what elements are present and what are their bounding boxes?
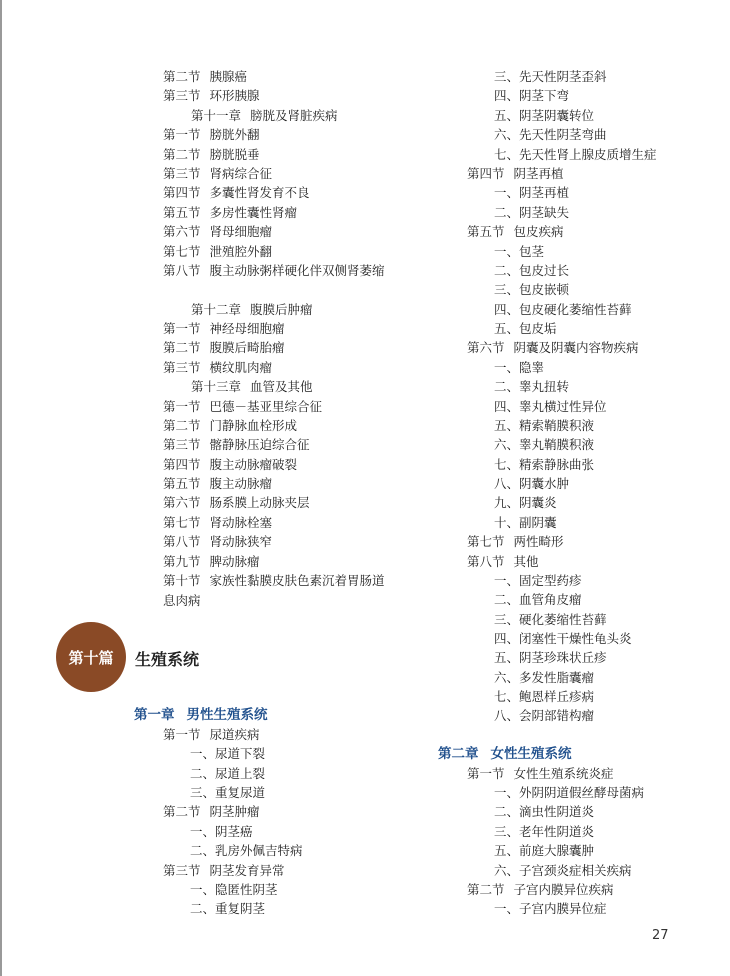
toc-subentry: 九、阴囊炎 xyxy=(494,495,557,510)
toc-subentry: 三、重复尿道 xyxy=(190,785,266,800)
toc-subentry: 二、阴茎缺失 xyxy=(494,205,570,220)
toc-subentry: 六、子宫颈炎症相关疾病 xyxy=(494,863,632,878)
toc-entry: 第七节 肾动脉栓塞 xyxy=(163,515,273,530)
toc-chapter: 第十三章 血管及其他 xyxy=(191,379,313,394)
toc-subentry: 五、阴茎珍珠状丘疹 xyxy=(494,650,607,665)
toc-entry: 第三节 髂静脉压迫综合征 xyxy=(163,437,310,452)
toc-subentry: 六、多发性脂囊瘤 xyxy=(494,670,595,685)
toc-entry: 第四节 腹主动脉瘤破裂 xyxy=(163,457,298,472)
chapter-heading: 第二章 女性生殖系统 xyxy=(438,746,572,762)
part-badge: 第十篇 xyxy=(56,622,126,692)
toc-entry: 第八节 其他 xyxy=(467,554,539,569)
toc-subentry: 三、包皮嵌顿 xyxy=(494,282,570,297)
part-title: 生殖系统 xyxy=(135,650,200,669)
toc-subentry: 一、隐匿性阴茎 xyxy=(190,882,278,897)
toc-subentry: 二、睾丸扭转 xyxy=(494,379,570,394)
toc-entry: 第五节 多房性囊性肾瘤 xyxy=(163,205,298,220)
toc-entry: 第五节 腹主动脉瘤 xyxy=(163,476,273,491)
toc-subentry: 七、精索静脉曲张 xyxy=(494,457,595,472)
toc-subentry: 二、包皮过长 xyxy=(494,263,570,278)
toc-entry: 第八节 肾动脉狭窄 xyxy=(163,534,273,549)
toc-entry: 第二节 门静脉血栓形成 xyxy=(163,418,298,433)
toc-subentry: 五、阴茎阴囊转位 xyxy=(494,108,595,123)
toc-entry: 第一节 膀胱外翻 xyxy=(163,127,260,142)
toc-entry: 第三节 阴茎发育异常 xyxy=(163,863,285,878)
toc-entry: 第六节 肠系膜上动脉夹层 xyxy=(163,495,310,510)
toc-entry: 第一节 巴德－基亚里综合征 xyxy=(163,399,323,414)
toc-subentry: 一、尿道下裂 xyxy=(190,746,266,761)
chapter-heading: 第一章 男性生殖系统 xyxy=(134,707,268,723)
toc-entry: 第六节 阴囊及阴囊内容物疾病 xyxy=(467,340,639,355)
toc-subentry: 六、睾丸鞘膜积液 xyxy=(494,437,595,452)
toc-subentry: 十、副阴囊 xyxy=(494,515,557,530)
toc-subentry: 一、外阴阴道假丝酵母菌病 xyxy=(494,785,645,800)
toc-subentry: 八、会阴部错构瘤 xyxy=(494,708,595,723)
toc-subentry: 一、隐睾 xyxy=(494,360,545,375)
toc-entry: 第三节 环形胰腺 xyxy=(163,88,260,103)
page-edge-line xyxy=(0,0,2,976)
toc-entry: 第七节 泄殖腔外翻 xyxy=(163,244,273,259)
toc-entry: 第四节 阴茎再植 xyxy=(467,166,564,181)
toc-entry: 第九节 脾动脉瘤 xyxy=(163,554,260,569)
toc-entry: 第二节 阴茎肿瘤 xyxy=(163,804,260,819)
toc-chapter: 第十二章 腹膜后肿瘤 xyxy=(191,302,313,317)
toc-subentry: 七、鲍恩样丘疹病 xyxy=(494,689,595,704)
toc-entry: 第一节 女性生殖系统炎症 xyxy=(467,766,614,781)
toc-entry: 第二节 腹膜后畸胎瘤 xyxy=(163,340,285,355)
page-number: 27 xyxy=(652,928,669,943)
toc-subentry: 二、血管角皮瘤 xyxy=(494,592,582,607)
toc-subentry: 一、阴茎癌 xyxy=(190,824,253,839)
toc-subentry: 四、闭塞性干燥性龟头炎 xyxy=(494,631,632,646)
toc-subentry: 七、先天性肾上腺皮质增生症 xyxy=(494,147,657,162)
toc-entry: 第七节 两性畸形 xyxy=(467,534,564,549)
toc-subentry: 一、阴茎再植 xyxy=(494,185,570,200)
toc-entry: 第二节 胰腺癌 xyxy=(163,69,248,84)
toc-subentry: 四、包皮硬化萎缩性苔藓 xyxy=(494,302,632,317)
toc-entry: 第六节 肾母细胞瘤 xyxy=(163,224,273,239)
toc-subentry: 一、包茎 xyxy=(494,244,545,259)
toc-entry: 第二节 子宫内膜异位疾病 xyxy=(467,882,614,897)
toc-subentry: 八、阴囊水肿 xyxy=(494,476,570,491)
toc-entry: 第一节 神经母细胞瘤 xyxy=(163,321,285,336)
toc-chapter: 第十一章 膀胱及肾脏疾病 xyxy=(191,108,338,123)
toc-subentry: 五、精索鞘膜积液 xyxy=(494,418,595,433)
toc-subentry: 四、睾丸横过性异位 xyxy=(494,399,607,414)
toc-subentry: 三、硬化萎缩性苔藓 xyxy=(494,612,607,627)
toc-subentry: 一、固定型药疹 xyxy=(494,573,582,588)
toc-subentry: 六、先天性阴茎弯曲 xyxy=(494,127,607,142)
toc-entry: 第十节 家族性黏膜皮肤色素沉着胃肠道息肉病 xyxy=(163,573,385,608)
toc-subentry: 二、滴虫性阴道炎 xyxy=(494,804,595,819)
toc-entry: 第八节 腹主动脉粥样硬化伴双侧肾萎缩 xyxy=(163,263,385,278)
toc-subentry: 五、前庭大腺囊肿 xyxy=(494,843,595,858)
toc-subentry: 一、子宫内膜异位症 xyxy=(494,901,607,916)
toc-subentry: 三、老年性阴道炎 xyxy=(494,824,595,839)
toc-subentry: 二、重复阴茎 xyxy=(190,901,266,916)
toc-subentry: 二、乳房外佩吉特病 xyxy=(190,843,303,858)
toc-entry: 第四节 多囊性肾发育不良 xyxy=(163,185,310,200)
toc-entry: 第一节 尿道疾病 xyxy=(163,727,260,742)
toc-entry: 第三节 肾病综合征 xyxy=(163,166,273,181)
toc-subentry: 三、先天性阴茎歪斜 xyxy=(494,69,607,84)
toc-subentry: 四、阴茎下弯 xyxy=(494,88,570,103)
toc-subentry: 五、包皮垢 xyxy=(494,321,557,336)
toc-entry: 第五节 包皮疾病 xyxy=(467,224,564,239)
toc-entry: 第二节 膀胱脱垂 xyxy=(163,147,260,162)
toc-entry: 第三节 横纹肌肉瘤 xyxy=(163,360,273,375)
toc-subentry: 二、尿道上裂 xyxy=(190,766,266,781)
